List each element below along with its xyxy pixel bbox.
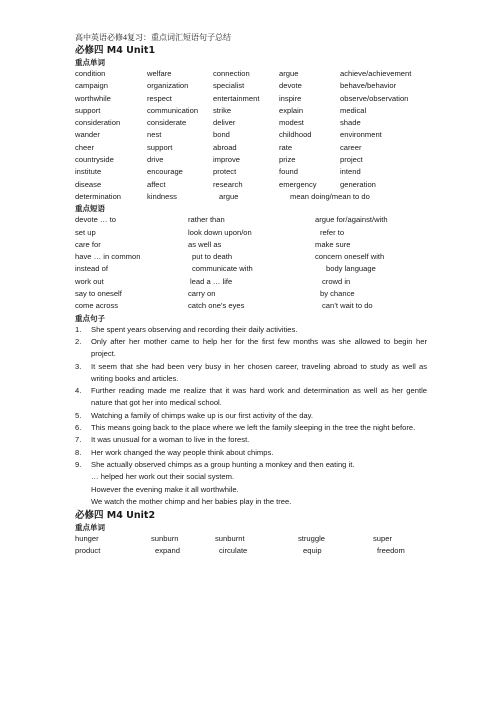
word-row: campaign organization specialist devote behave/behavior <box>75 81 397 91</box>
unit1-title: 必修四 M4 Unit1 <box>75 45 156 56</box>
unit1-words-heading: 重点单词 <box>75 58 105 67</box>
sentence-item: 9. She actually observed chimps as a group hunting a monkey and then eating it. <box>75 459 355 469</box>
document-header: 高中英语必修4复习：重点词汇短语句子总结 <box>75 33 231 42</box>
unit1-sentence-list <box>75 324 427 508</box>
sentence-continuation: We watch the mother chimp and her babies play in the tree. <box>91 496 292 506</box>
sentence-item: 3. It seem that she had been very busy in her chosen career, traveling abroad to study as well as writing books and articles. <box>75 361 427 383</box>
unit2-words-heading: 重点单词 <box>75 523 105 533</box>
sentence-continuation: … helped her work out their social system. <box>91 472 235 482</box>
phrase-row: come across catch one’s eyes can’t wait to do <box>75 301 373 311</box>
sentence-continuation: However the evening make it all worthwhile. <box>91 484 239 494</box>
unit1-phrase-table <box>75 214 427 312</box>
sentence-item: 8. Her work changed the way people think about chimps. <box>75 447 274 457</box>
word-row: support communication strike explain medical <box>75 105 367 115</box>
unit2-title: 必修四 M4 Unit2 <box>75 510 156 522</box>
sentence-item: 5. Watching a family of chimps wake up is our first activity of the day. <box>75 410 313 420</box>
word-row: hunger sunburn sunburnt struggle super <box>75 534 392 544</box>
word-row: determination kindness argue mean doing/mean to do <box>75 191 370 201</box>
word-row: product expand circulate equip freedom <box>75 546 405 556</box>
sentence-item: 2. Only after her mother came to help her for the first few months was she allowed to begin her project. <box>75 336 427 359</box>
sentence-item: 6. This means going back to the place where we left the family sleeping in the tree the night before. <box>75 423 416 433</box>
word-row: disease affect research emergency generation <box>75 179 376 189</box>
word-row: worthwhile respect entertainment inspire observe/observation <box>75 93 409 103</box>
phrase-row: care for as well as make sure <box>75 239 351 249</box>
document-body <box>75 32 427 558</box>
word-row: institute encourage protect found intend <box>75 167 361 177</box>
unit1-phrases-heading: 重点短语 <box>75 204 105 214</box>
unit1-word-table <box>75 68 427 203</box>
sentence-item: 7. It was unusual for a woman to live in the forest. <box>75 435 250 445</box>
word-row: countryside drive improve prize project <box>75 155 363 165</box>
unit2-word-table <box>75 533 427 558</box>
phrase-row: work out lead a … life crowd in <box>75 276 351 286</box>
word-row: condition welfare connection argue achieve/achievement <box>75 69 412 78</box>
unit1-sentences-heading: 重点句子 <box>75 313 105 323</box>
word-row: wander nest bond childhood environment <box>75 130 382 140</box>
sentence-item: 4. Further reading made me realize that it was hard work and determination as well as her gentle nature that got her into medical school. <box>75 386 427 408</box>
sentence-item: 1. She spent years observing and recording their daily activities. <box>75 324 298 334</box>
phrase-row: devote … to rather than argue for/against/with <box>75 215 388 225</box>
word-row: cheer support abroad rate career <box>75 142 362 152</box>
phrase-row: say to oneself carry on by chance <box>75 289 355 299</box>
phrase-row: set up look down upon/on refer to <box>75 227 345 237</box>
phrase-row: instead of communicate with body language <box>75 264 376 274</box>
phrase-row: have … in common put to death concern oneself with <box>75 252 385 262</box>
word-row: consideration considerate deliver modest shade <box>75 118 361 128</box>
